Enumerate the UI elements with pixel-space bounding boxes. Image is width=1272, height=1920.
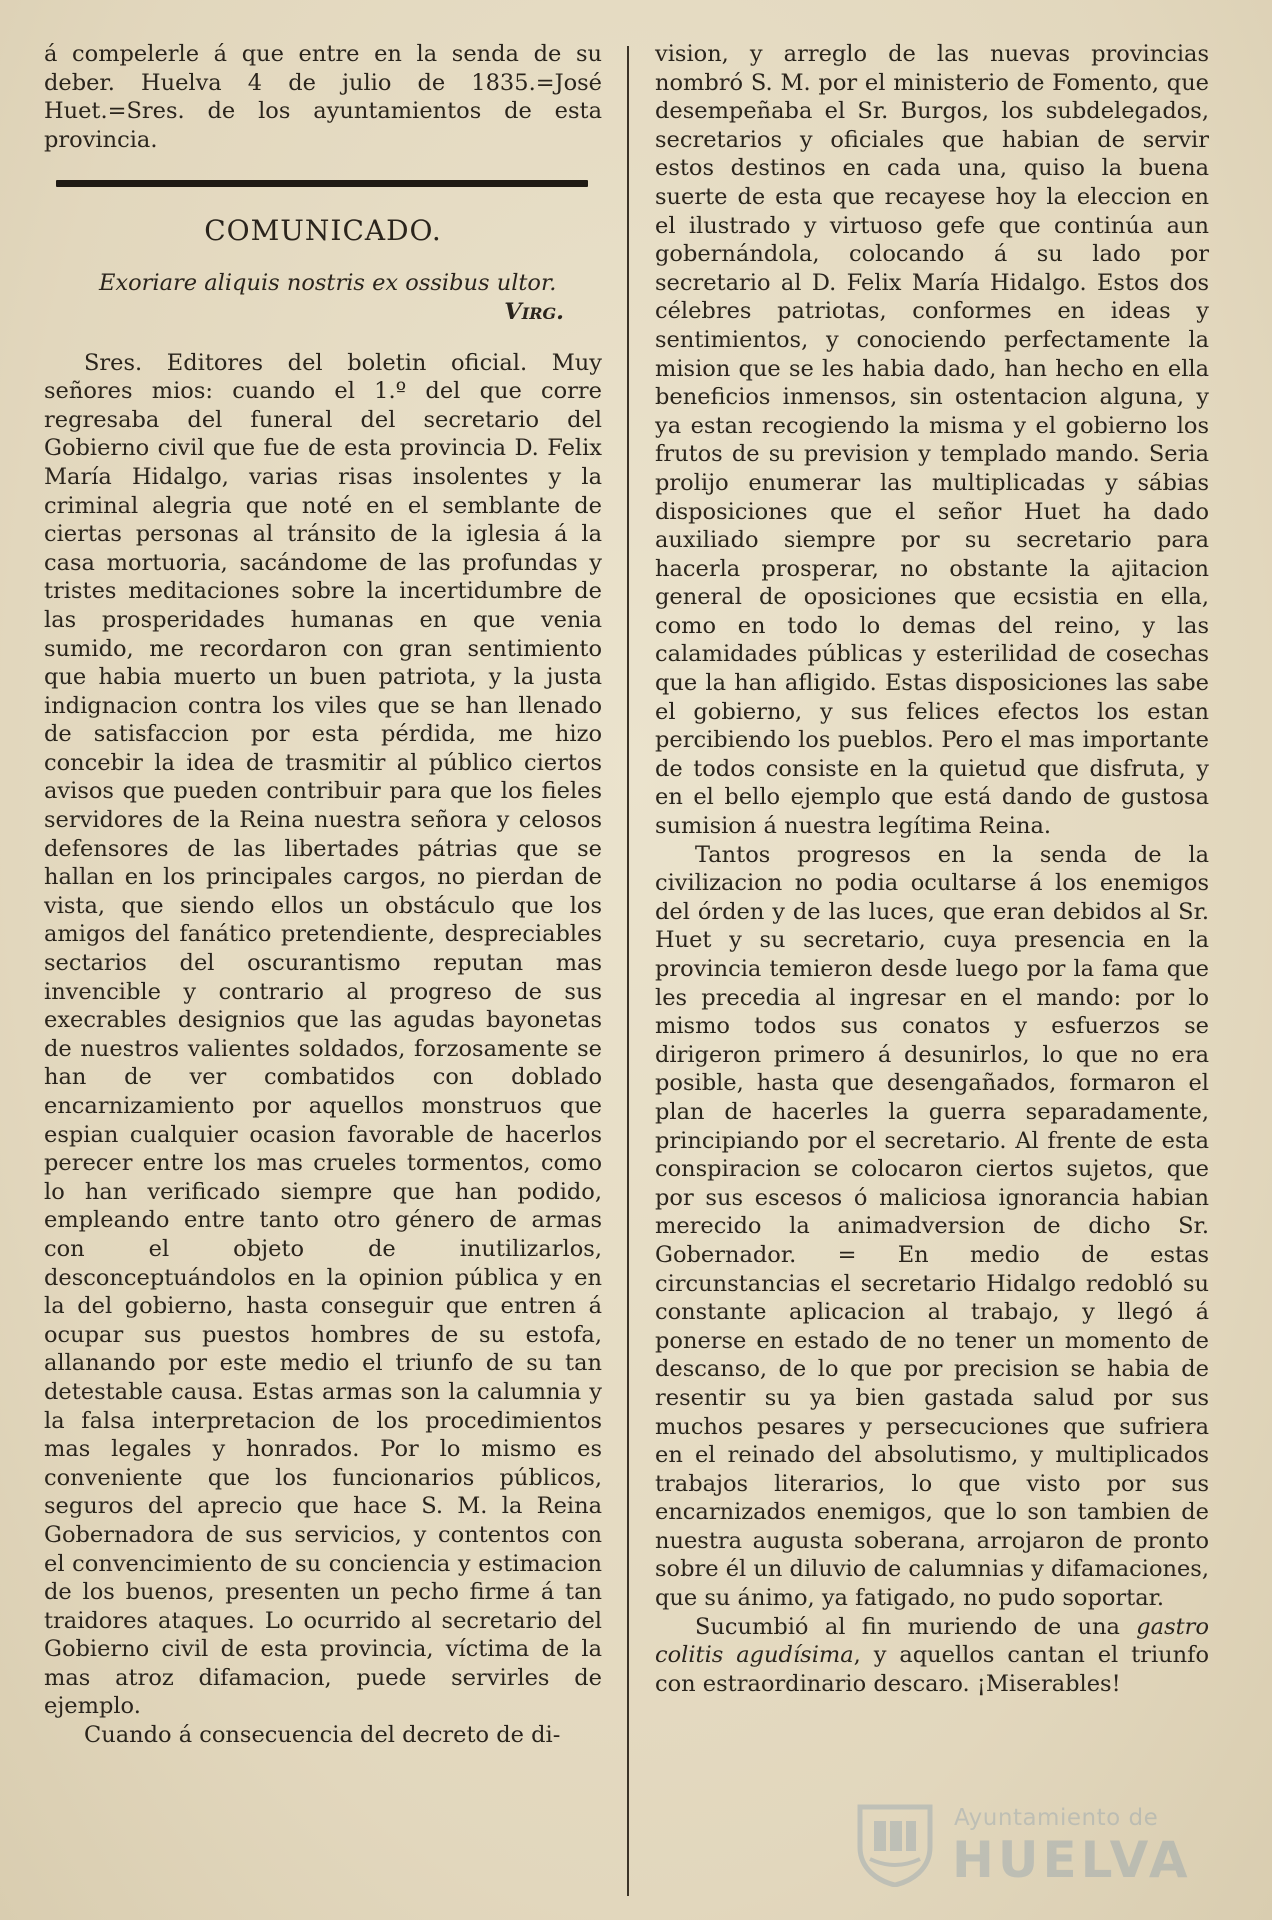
epigraph: Exoriare aliquis nostris ex ossibus ultor. bbox=[99, 269, 557, 296]
section-rule bbox=[56, 180, 588, 187]
paragraph-4 bbox=[655, 1613, 1209, 1699]
paragraph-1: Sres. Editores del boletin oficial. Muy señores mios: cuando el 1.º del que corre regresaba del funeral del secretario del Gobierno civil que fue de esta provincia D. Felix María Hidalgo, varias risas insolentes y la criminal alegria que noté en el semblante de ciertas personas al tránsito de la iglesia á la casa mortuoria, sacándome de las profundas y tristes meditaciones sobre la incertidumbre de las prosperidades humanas en que venia sumido, me recordaron con gran sentimiento que habia muerto un buen patriota, y la justa indignacion contra los viles que se han llenado de satisfaccion por esta pérdida, me hizo concebir la idea de trasmitir al público ciertos avisos que pueden contribuir para que los fieles servidores de la Reina nuestra señora y celosos defensores de las libertades pátrias que se hallan en los principales cargos, no pierdan de vista, que siendo ellos un obstáculo que los amigos del fanático pretendiente, despreciables sectarios del oscurantismo reputan mas invencible y contrario al progreso de sus execrables designios que las agudas bayonetas de nuestros valientes soldados, forzosamente se han de ver combatidos con doblado encarnizamiento por aquellos monstruos que espian cualquier ocasion favorable de hacerlos perecer entre los mas crueles tormentos, como lo han verificado siempre que han podido, empleando entre tanto otro género de armas con el objeto de inutilizarlos, desconceptuándolos en la opinion pública y en la del gobierno, hasta conseguir que entren á ocupar sus puestos hombres de su estofa, allanando por este medio el triunfo de su tan detestable causa. Estas armas son la calumnia y la falsa interpretacion de los procedimientos mas legales y honrados. Por lo mismo es conveniente que los funcionarios públicos, seguros del aprecio que hace S. M. la Reina Gobernadora de sus servicios, y contentos con el convencimiento de su conciencia y estimacion de los buenos, presenten un pecho firme á tan traidores ataques. Lo ocurrido al secretario del Gobierno civil de esta provincia, víctima de la mas atroz difamacion, puede servirles de ejemplo. bbox=[44, 349, 602, 1720]
paragraph-4-before: Sucumbió al fin muriendo de una bbox=[695, 1613, 1137, 1640]
column-divider bbox=[627, 46, 629, 1896]
paragraph-2-start: Cuando á consecuencia del decreto de di- bbox=[84, 1722, 561, 1749]
left-column bbox=[44, 40, 602, 1750]
huelva-shield-icon bbox=[854, 1801, 936, 1887]
paragraph-4-after: , y aquellos cantan el triunfo con estraordinario descaro. ¡Miserables! bbox=[655, 1642, 1209, 1697]
paragraph-2-continued: vision, y arreglo de las nuevas provincias nombró S. M. por el ministerio de Fomento, que desempeñaba el Sr. Burgos, los subdelegados, secretarios y oficiales que habian de servir estos destinos en cada una, quiso la buena suerte de esta que recayese hoy la eleccion en el ilustrado y virtuoso gefe que continúa aun gobernándola, colocando á su lado por secretario al D. Felix María Hidalgo. Estos dos célebres patriotas, conformes en ideas y sentimientos, y conociendo perfectamente la mision que se les habia dado, han hecho en ella beneficios inmensos, sin ostentacion alguna, y ya estan recogiendo la misma y el gobierno los frutos de su prevision y templado mando. Seria prolijo enumerar las multiplicadas y sábias disposiciones que el señor Huet ha dado auxiliado siempre por su secretario para hacerla prosperar, no obstante la ajitacion general de oposiciones que ecsistia en ella, como en todo lo demas del reino, y las calamidades públicas y esterilidad de cosechas que la han afligido. Estas disposiciones las sabe el gobierno, y sus felices efectos los estan percibiendo los pueblos. Pero el mas importante de todos consiste en la quietud que disfruta, y en el bello ejemplo que está dando de gustosa sumision á nuestra legítima Reina. bbox=[655, 41, 1209, 840]
archive-watermark bbox=[854, 1797, 1194, 1892]
paragraph-3: Tantos progresos en la senda de la civilizacion no podia ocultarse á los enemigos del órden y de las luces, que eran debidos al Sr. Huet y su secretario, cuya presencia en la provincia temieron desde luego por la fama que les precedia al ingresar en el mando: por lo mismo todos sus conatos y esfuerzos se dirigeron primero á desunirlos, lo que no era posible, hasta que desengañados, formaron el plan de hacerles la guerra separadamente, principiando por el secretario. Al frente de esta conspiracion se colocaron ciertos sujetos, que por sus escesos ó maliciosa ignorancia habian merecido la animadversion de dicho Sr. Gobernador. = En medio de estas circunstancias el secretario Hidalgo redobló su constante aplicacion al trabajo, y llegó á ponerse en estado de no tener un momento de descanso, de lo que por precision se habia de resentir su ya bien gastada salud por sus muchos pesares y persecuciones que sufriera en el reinado del absolutismo, y multiplicados trabajos literarios, lo que visto por sus encarnizados enemigos, que lo son tambien de nuestra augusta soberana, arrojaron de pronto sobre él un diluvio de calumnias y difamaciones, que su ánimo, ya fatigado, no pudo soportar. bbox=[655, 841, 1209, 1612]
epigraph-attribution: Virg. bbox=[504, 298, 564, 325]
watermark-line2: HUELVA bbox=[952, 1831, 1192, 1889]
right-column bbox=[655, 40, 1209, 1698]
paragraph-4-italic: gastro colitis agudísima bbox=[655, 1613, 1209, 1669]
watermark-line1: Ayuntamiento de bbox=[954, 1805, 1159, 1831]
opening-paragraph: á compelerle á que entre en la senda de su deber. Huelva 4 de julio de 1835.=José Huet.=Sres. de los ayuntamientos de esta provincia. bbox=[44, 41, 602, 153]
article-heading: COMUNICADO. bbox=[204, 214, 442, 248]
